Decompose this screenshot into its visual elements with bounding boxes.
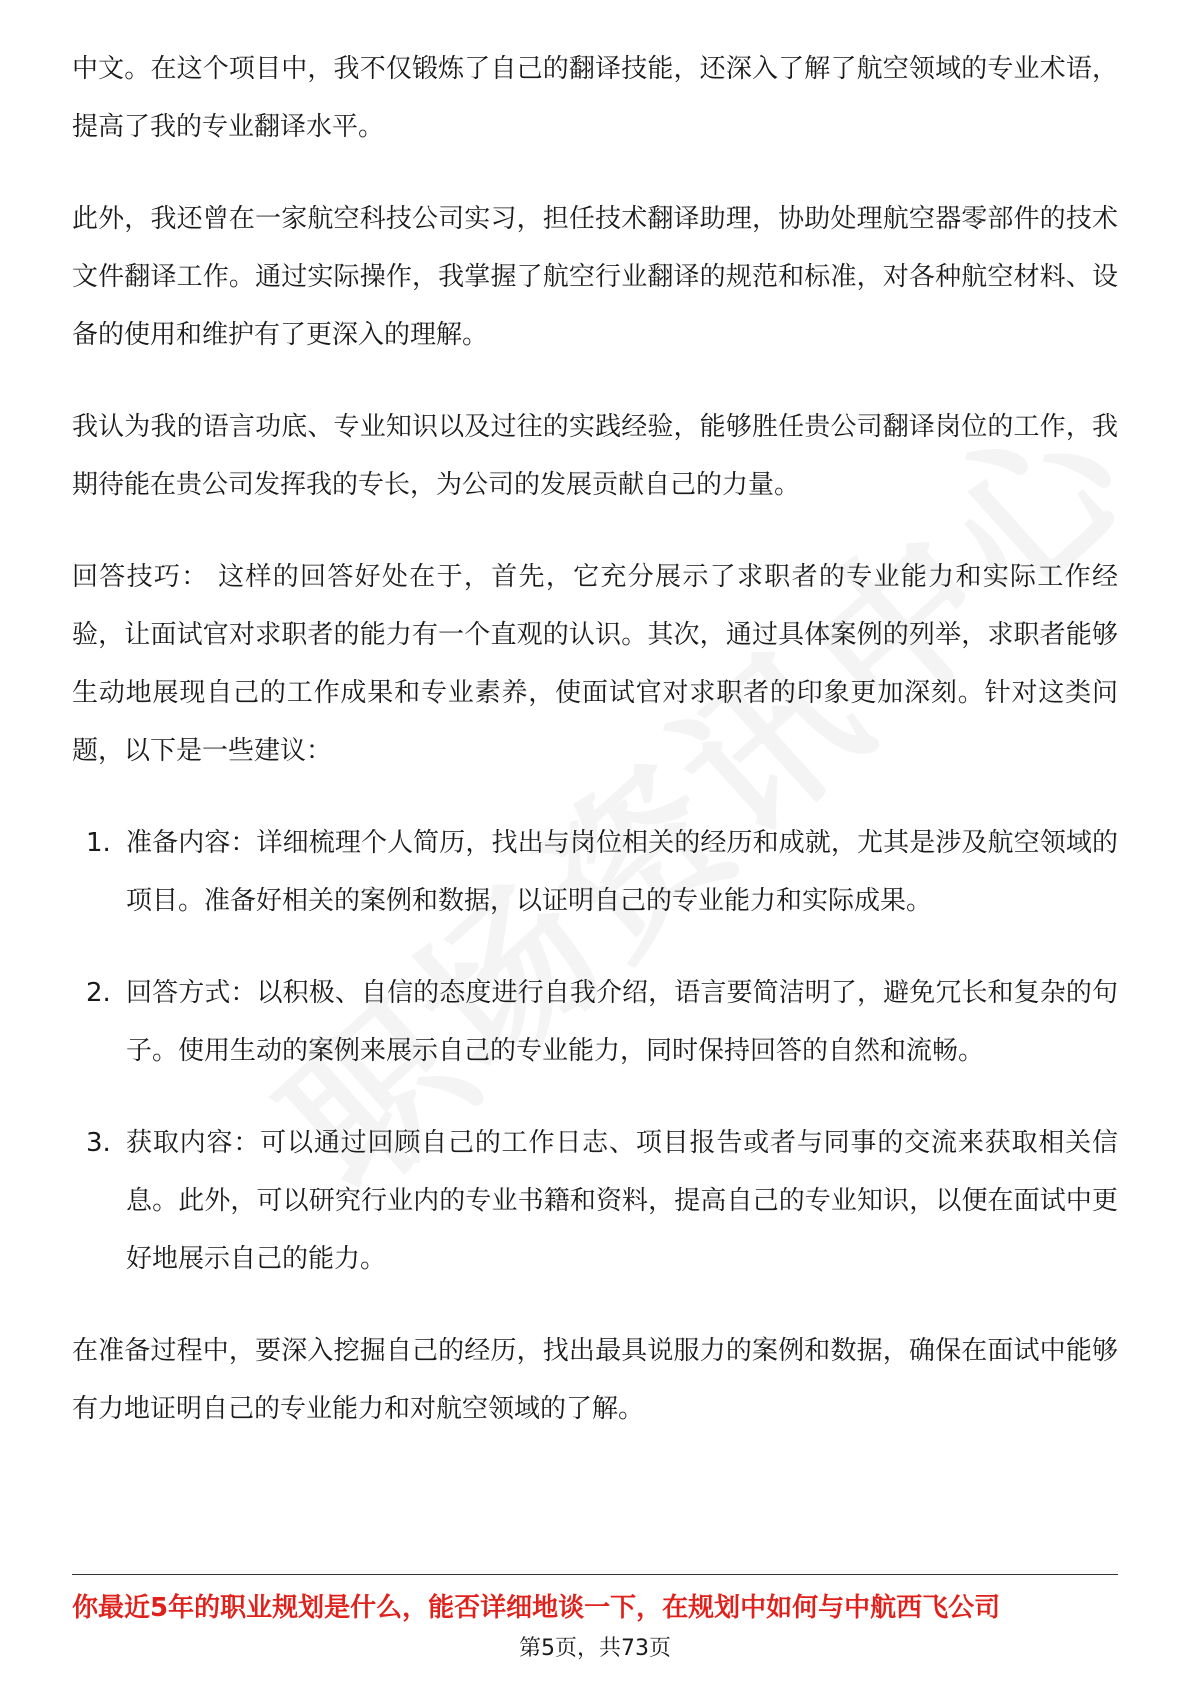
page-number: 第5页，共73页 xyxy=(519,1636,671,1661)
list-item xyxy=(72,1114,1118,1288)
list-item-text: 获取内容：可以通过回顾自己的工作日志、项目报告或者与同事的交流来获取相关信息。此外，可以研究行业内的专业书籍和资料，提高自己的专业知识，以便在面试中更好地展示自己的能力。 xyxy=(126,1128,1118,1274)
list-number: 2. xyxy=(86,978,111,1008)
suggestion-list xyxy=(72,814,1118,1288)
list-number: 3. xyxy=(86,1128,111,1158)
paragraph-project-continuation: 中文。在这个项目中，我不仅锻炼了自己的翻译技能，还深入了解了航空领域的专业术语，提高了我的专业翻译水平。 xyxy=(72,54,1118,142)
list-item-text: 回答方式：以积极、自信的态度进行自我介绍，语言要简洁明了，避免冗长和复杂的句子。使用生动的案例来展示自己的专业能力，同时保持回答的自然和流畅。 xyxy=(126,978,1118,1066)
footer-divider xyxy=(72,1574,1118,1575)
page-content xyxy=(72,40,1118,1472)
paragraph-conclusion: 我认为我的语言功底、专业知识以及过往的实践经验，能够胜任贵公司翻译岗位的工作，我期待能在贵公司发挥我的专长，为公司的发展贡献自己的力量。 xyxy=(72,412,1118,500)
list-item-text: 准备内容：详细梳理个人简历，找出与岗位相关的经历和成就，尤其是涉及航空领域的项目。准备好相关的案例和数据，以证明自己的专业能力和实际成果。 xyxy=(126,828,1118,916)
list-item xyxy=(72,964,1118,1080)
next-question-heading: 你最近5年的职业规划是什么，能否详细地谈一下，在规划中如何与中航西飞公司 xyxy=(72,1593,1001,1623)
paragraph-internship: 此外，我还曾在一家航空科技公司实习，担任技术翻译助理，协助处理航空器零部件的技术文件翻译工作。通过实际操作，我掌握了航空行业翻译的规范和标准，对各种航空材料、设备的使用和维护有了更深入的理解。 xyxy=(72,204,1118,350)
paragraph-closing: 在准备过程中，要深入挖掘自己的经历，找出最具说服力的案例和数据，确保在面试中能够有力地证明自己的专业能力和对航空领域的了解。 xyxy=(72,1336,1118,1424)
paragraph-answer-tips: 回答技巧： 这样的回答好处在于，首先，它充分展示了求职者的专业能力和实际工作经验，让面试官对求职者的能力有一个直观的认识。其次，通过具体案例的列举，求职者能够生动地展现自己的工作成果和专业素养，使面试官对求职者的印象更加深刻。针对这类问题，以下是一些建议： xyxy=(72,562,1118,766)
list-number: 1. xyxy=(86,828,111,858)
list-item xyxy=(72,814,1118,930)
